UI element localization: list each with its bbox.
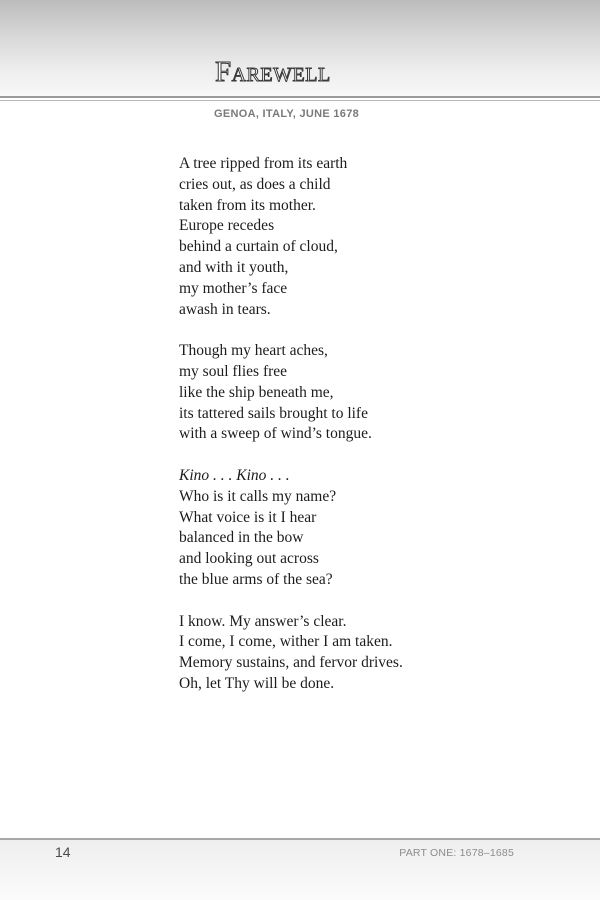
poem-line: and looking out across — [179, 550, 319, 568]
poem-line: behind a curtain of cloud, — [179, 238, 338, 256]
poem-line: the blue arms of the sea? — [179, 570, 333, 588]
poem-line: Memory sustains, and fervor drives. — [179, 654, 403, 672]
poem-line: I know. My answer’s clear. — [179, 612, 347, 630]
poem-line-italic: Kino . . . Kino . . . — [179, 466, 290, 484]
stanza — [179, 154, 479, 320]
poem-line: with a sweep of wind’s tongue. — [179, 425, 372, 443]
poem-line: taken from its mother. — [179, 196, 316, 214]
poem-line: I come, I come, wither I am taken. — [179, 633, 393, 651]
poem-line: cries out, as does a child — [179, 175, 331, 193]
poem-line: Oh, let Thy will be done. — [179, 674, 335, 692]
poem-body — [179, 154, 479, 716]
poem-line: Though my heart aches, — [179, 342, 328, 360]
page-number: 14 — [55, 844, 71, 860]
poem-line: What voice is it I hear — [179, 508, 317, 526]
poem-line: balanced in the bow — [179, 529, 304, 547]
poem-line: A tree ripped from its earth — [179, 155, 348, 172]
stanza — [179, 612, 479, 695]
stanza — [179, 466, 479, 591]
poem-line: and with it youth, — [179, 258, 289, 276]
poem-line: its tattered sails brought to life — [179, 404, 368, 422]
stanza — [179, 341, 479, 445]
poem-line: my mother’s face — [179, 279, 288, 297]
poem-line: my soul flies free — [179, 362, 288, 380]
poem-line: Europe recedes — [179, 217, 275, 235]
poem-line: like the ship beneath me, — [179, 383, 334, 401]
poem-line: Who is it calls my name? — [179, 487, 337, 505]
poem-title: Farewell — [215, 56, 331, 88]
poem-line: awash in tears. — [179, 300, 271, 318]
header-rule — [0, 96, 600, 98]
header-rule-thin — [0, 100, 600, 101]
running-footer-section: PART ONE: 1678–1685 — [399, 847, 514, 859]
location-dateline: GENOA, ITALY, JUNE 1678 — [214, 108, 360, 120]
